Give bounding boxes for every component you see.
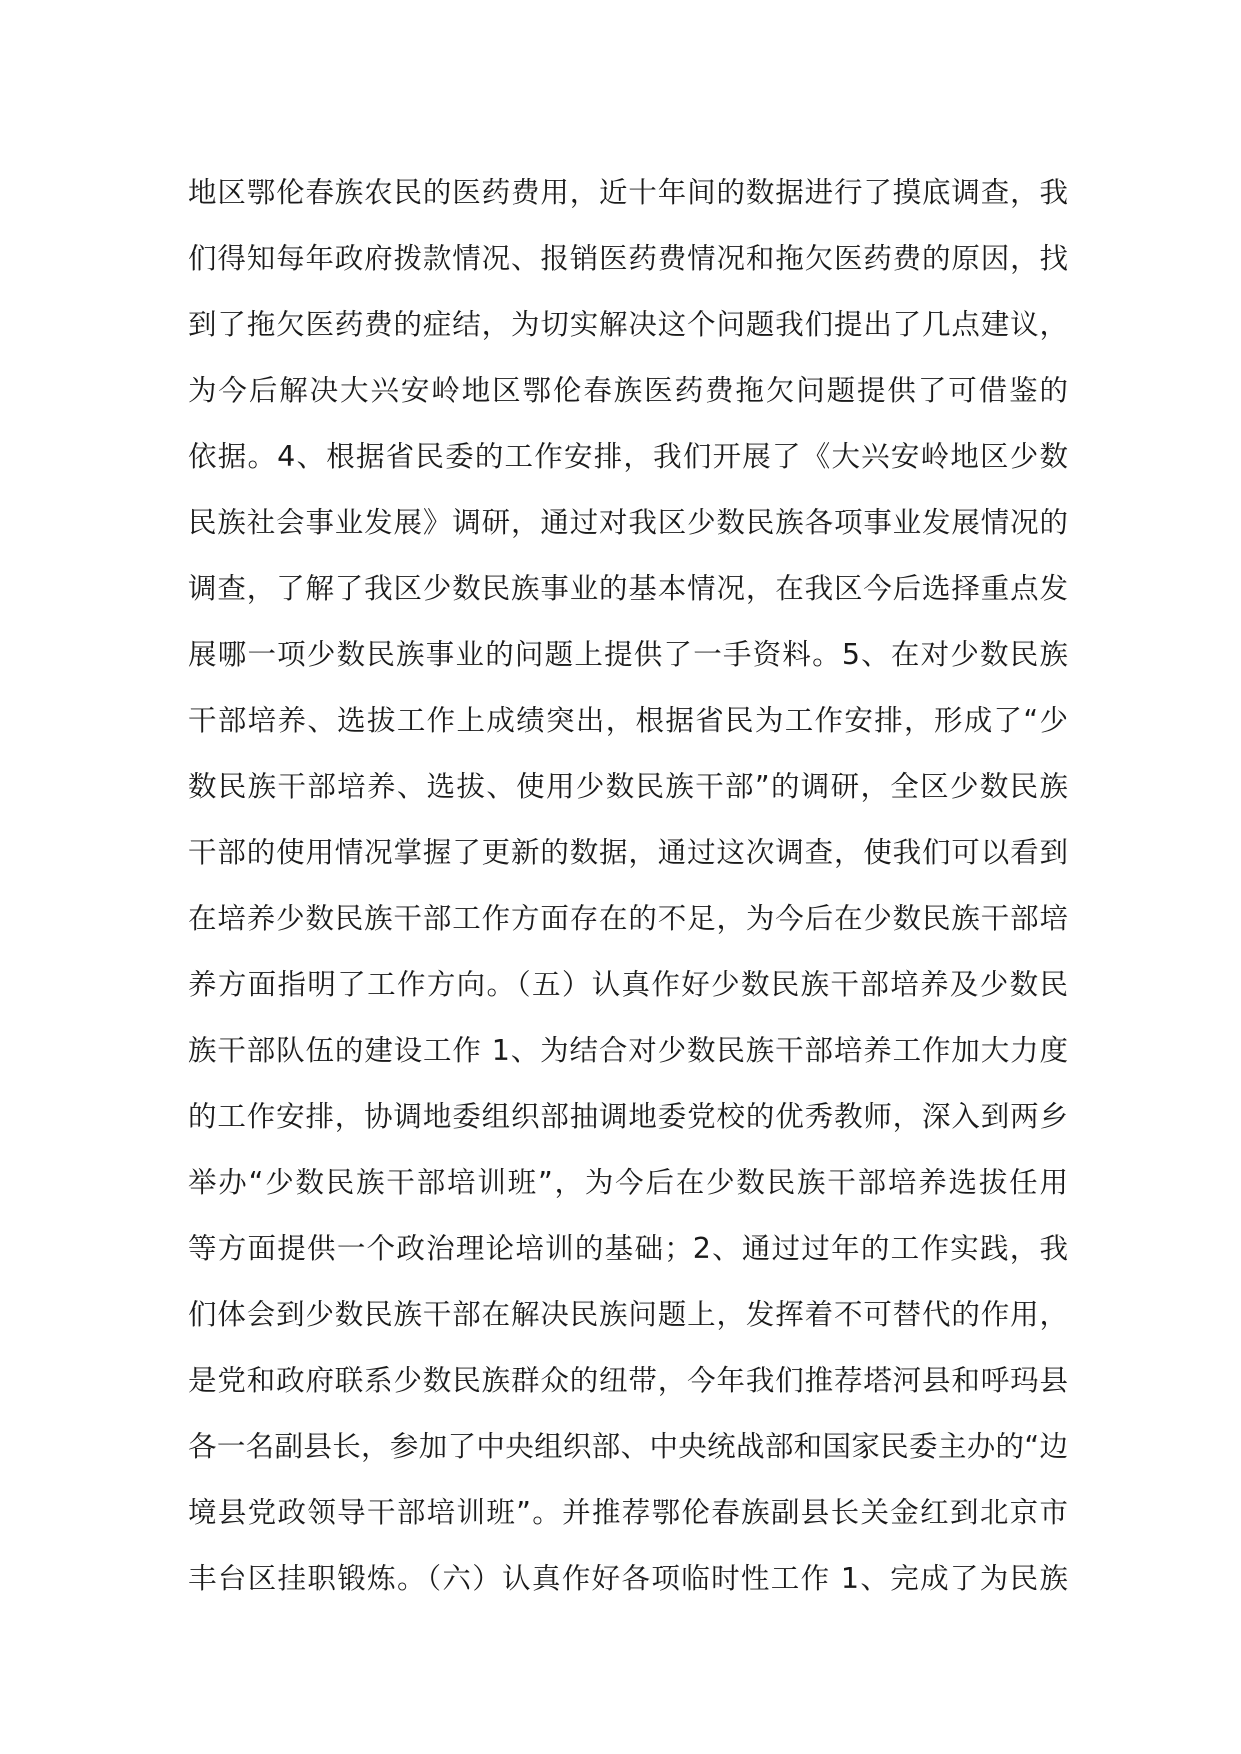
text-line: 为今后解决大兴安岭地区鄂伦春族医药费拖欠问题提供了可借鉴的 xyxy=(188,374,1068,407)
text-line: 数民族干部培养、选拔、使用少数民族干部”的调研，全区少数民族 xyxy=(188,770,1068,803)
text-line: 干部培养、选拔工作上成绩突出，根据省民为工作安排，形成了“少 xyxy=(188,704,1068,737)
body-text xyxy=(188,160,1068,1612)
text-line: 展哪一项少数民族事业的问题上提供了一手资料。5、在对少数民族 xyxy=(188,638,1068,671)
text-line: 举办“少数民族干部培训班”，为今后在少数民族干部培养选拔任用 xyxy=(188,1166,1068,1199)
text-line: 调查，了解了我区少数民族事业的基本情况，在我区今后选择重点发 xyxy=(188,572,1068,605)
text-line: 的工作安排，协调地委组织部抽调地委党校的优秀教师，深入到两乡 xyxy=(188,1100,1068,1133)
text-line: 在培养少数民族干部工作方面存在的不足，为今后在少数民族干部培 xyxy=(188,902,1068,935)
text-line: 民族社会事业发展》调研，通过对我区少数民族各项事业发展情况的 xyxy=(188,506,1068,539)
text-line: 丰台区挂职锻炼。（六）认真作好各项临时性工作 1、完成了为民族 xyxy=(188,1562,1068,1595)
text-line: 境县党政领导干部培训班”。并推荐鄂伦春族副县长关金红到北京市 xyxy=(188,1496,1068,1529)
text-line: 等方面提供一个政治理论培训的基础；2、通过过年的工作实践，我 xyxy=(188,1232,1068,1265)
text-line: 各一名副县长，参加了中央组织部、中央统战部和国家民委主办的“边 xyxy=(188,1430,1068,1463)
text-line: 干部的使用情况掌握了更新的数据，通过这次调查，使我们可以看到 xyxy=(188,836,1068,869)
text-line: 是党和政府联系少数民族群众的纽带，今年我们推荐塔河县和呼玛县 xyxy=(188,1364,1068,1397)
text-line: 们体会到少数民族干部在解决民族问题上，发挥着不可替代的作用， xyxy=(188,1298,1068,1331)
text-line: 养方面指明了工作方向。（五）认真作好少数民族干部培养及少数民 xyxy=(188,968,1068,1001)
text-line: 到了拖欠医药费的症结，为切实解决这个问题我们提出了几点建议， xyxy=(188,308,1068,341)
text-line: 依据。4、根据省民委的工作安排，我们开展了《大兴安岭地区少数 xyxy=(188,440,1068,473)
text-line: 们得知每年政府拨款情况、报销医药费情况和拖欠医药费的原因，找 xyxy=(188,242,1068,275)
text-line: 族干部队伍的建设工作 1、为结合对少数民族干部培养工作加大力度 xyxy=(188,1034,1068,1067)
text-line: 地区鄂伦春族农民的医药费用，近十年间的数据进行了摸底调查，我 xyxy=(188,176,1068,209)
